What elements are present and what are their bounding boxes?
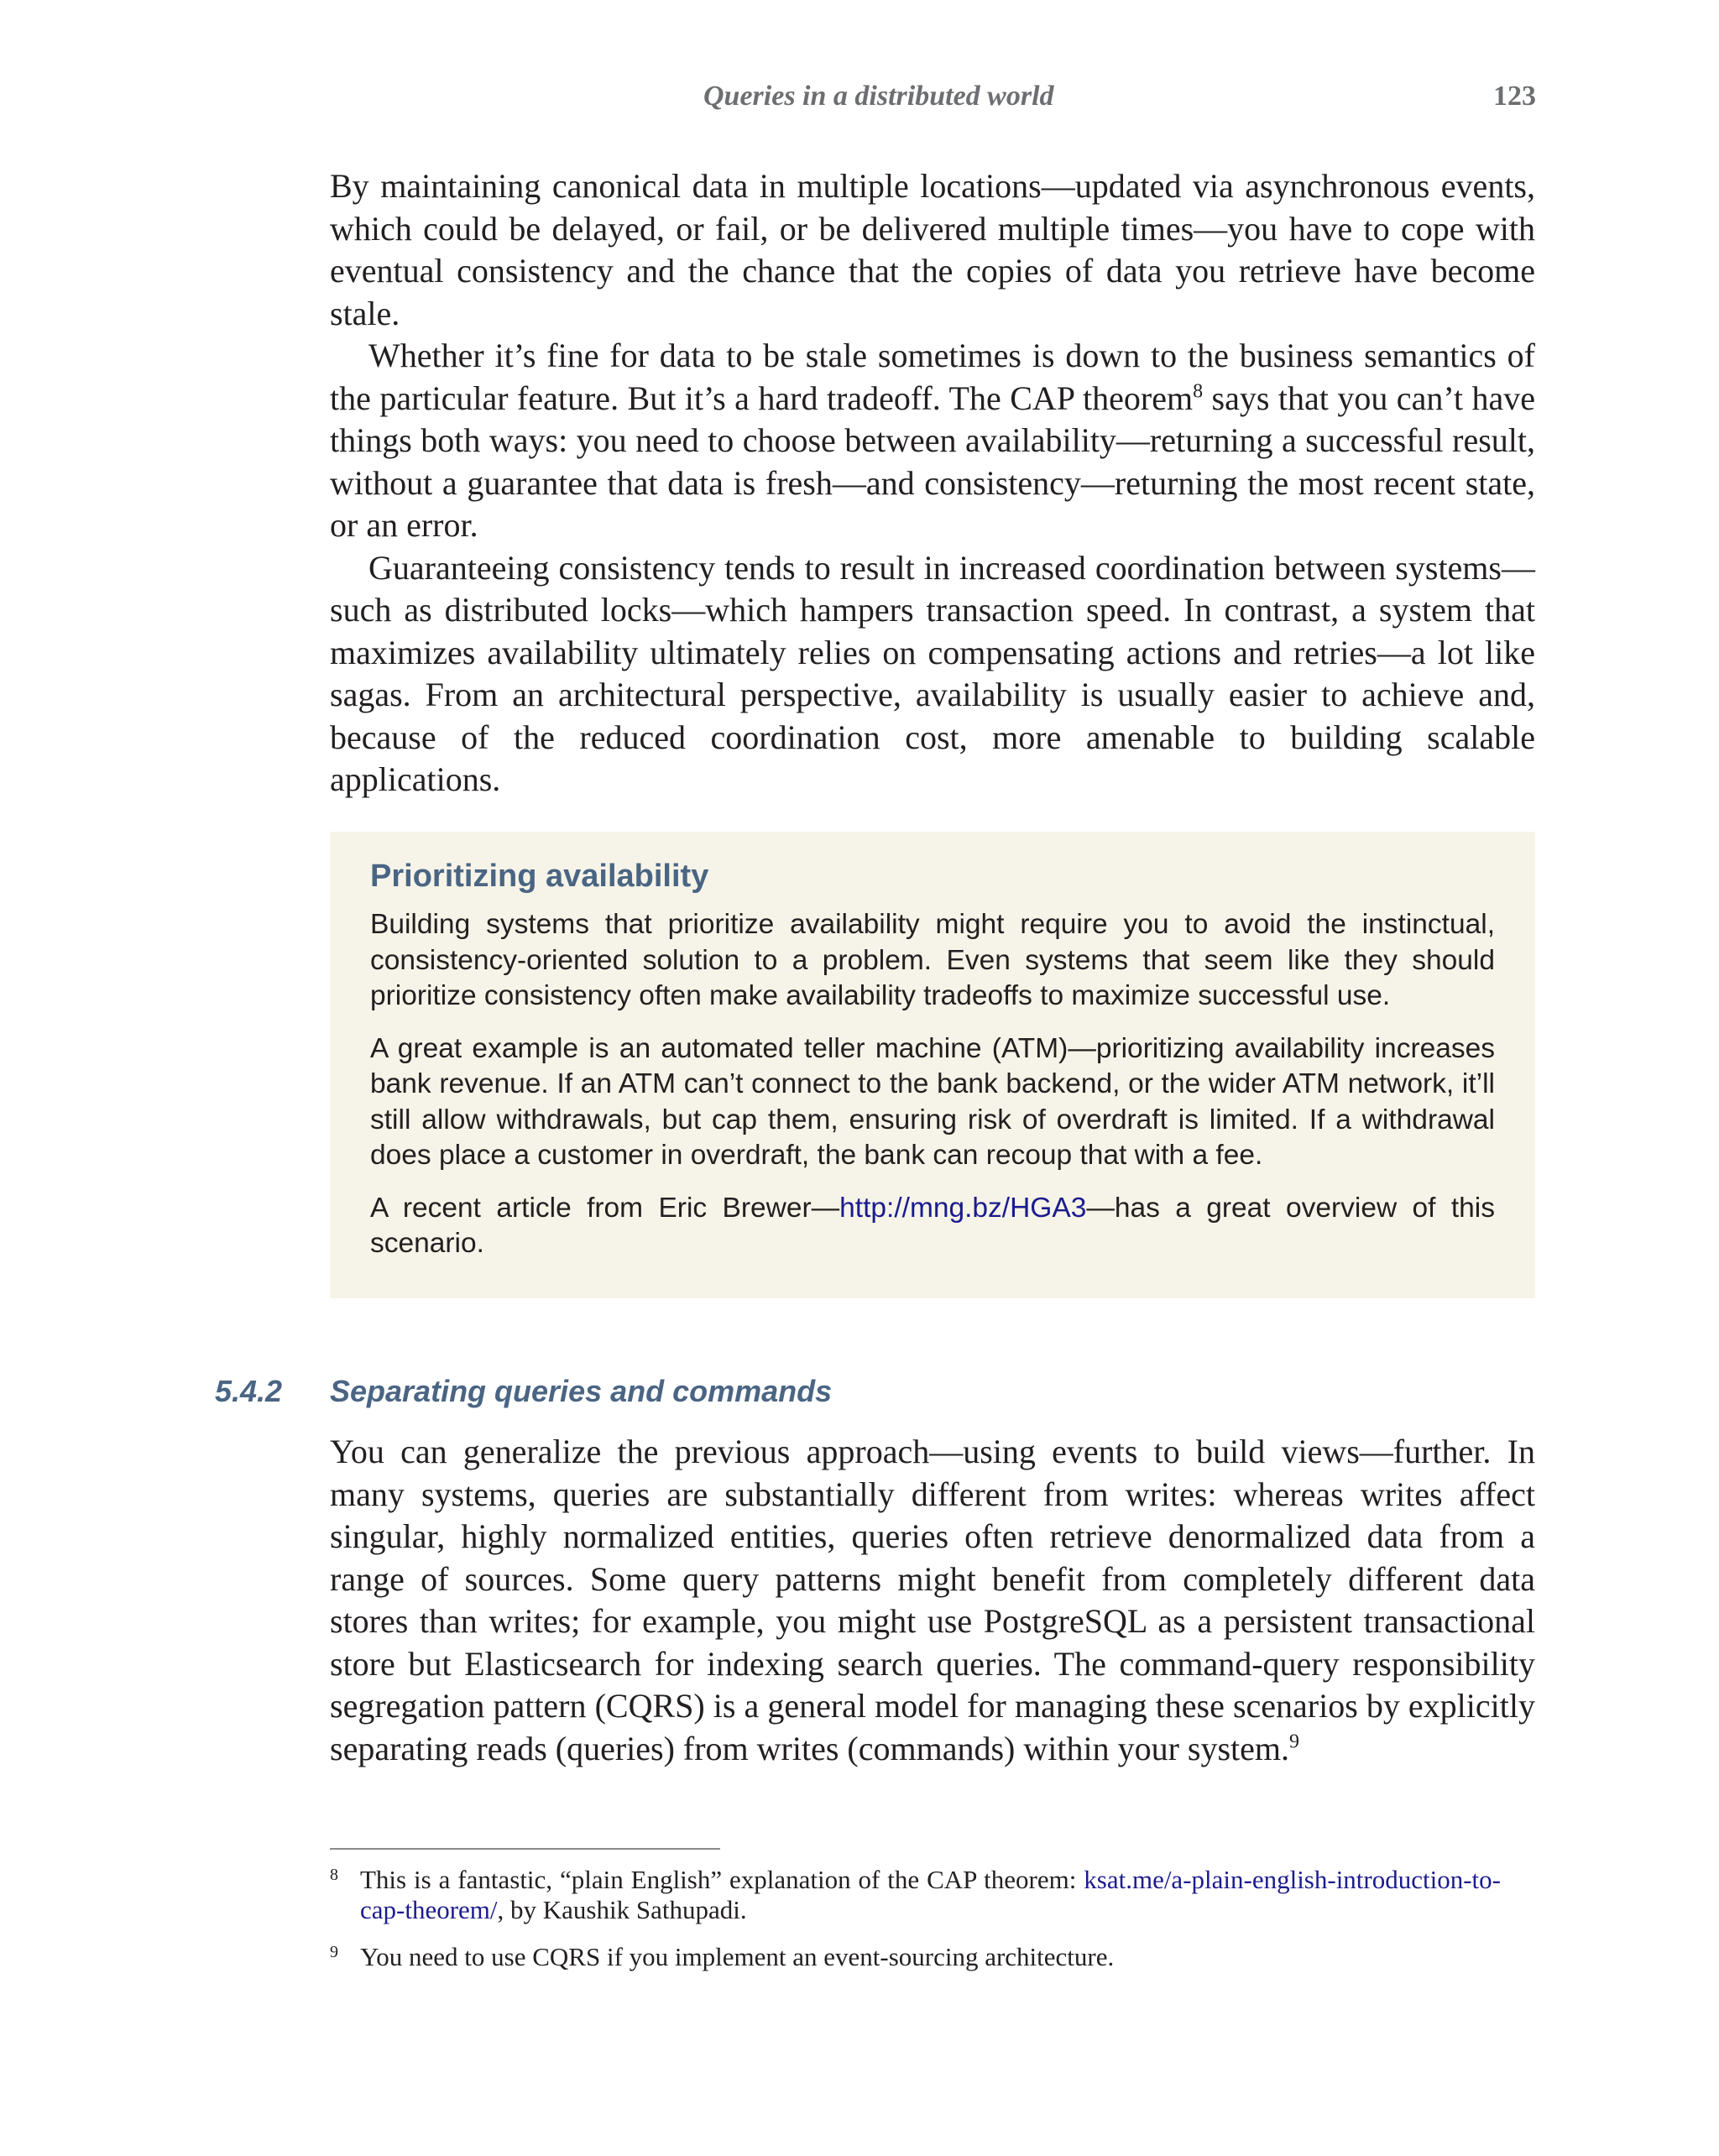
- footnote-9-mark: 9: [330, 1943, 338, 1961]
- paragraph-2: [330, 335, 1535, 547]
- body-text-intro: [330, 165, 1535, 801]
- cap-theorem-link[interactable]: ksat.me/a-plain-english-introduction-to-cap-theorem/: [360, 1865, 1501, 1924]
- section-paragraph-1: [330, 1431, 1535, 1770]
- footnote-ref-8[interactable]: 8: [1193, 380, 1204, 403]
- footnote-8-text-a: This is a fantastic, “plain English” explanation of the CAP theorem:: [360, 1865, 1084, 1894]
- footnotes: [330, 1865, 1501, 1989]
- footnote-9-text: You need to use CQRS if you implement an event-sourcing architecture.: [360, 1942, 1115, 1971]
- footnote-8-text-b: , by Kaushik Sathupadi.: [497, 1895, 747, 1924]
- paragraph-2-text-b: says that you can’t have things both ways: you need to choose between availability—returning a successful result, without a guarantee that data is fresh—and consistency—returning the most recent state, or an error.: [330, 378, 1536, 544]
- footnote-8: [330, 1865, 1501, 1925]
- sidebar-prioritizing-availability: [330, 832, 1535, 1298]
- footnote-ref-9[interactable]: 9: [1289, 1731, 1300, 1753]
- sidebar-paragraph-3-text-b: —has a great overview of this scenario.: [370, 1192, 1495, 1259]
- footnote-8-mark: 8: [330, 1866, 338, 1884]
- sidebar-title: Prioritizing availability: [370, 859, 709, 894]
- sidebar-paragraph-2: A great example is an automated teller machine (ATM)—prioritizing availability increases bank revenue. If an ATM can’t connect to the bank backend, or the wider ATM network, it’ll still allow withdrawals, but cap them, ensuring risk of overdraft is limited. If a withdrawal does place a customer in overdraft, the bank can recoup that with a fee.: [370, 1032, 1495, 1171]
- section-title: Separating queries and commands: [330, 1374, 833, 1408]
- section-number: 5.4.2: [215, 1374, 283, 1408]
- running-head-title: Queries in a distributed world: [703, 81, 1054, 112]
- page-number: 123: [1493, 81, 1536, 112]
- brewer-article-link[interactable]: http://mng.bz/HGA3: [839, 1192, 1087, 1224]
- paragraph-1: By maintaining canonical data in multiple locations—updated via asynchronous events, which could be delayed, or fail, or be delivered multiple times—you have to cope with eventual consistency and the chance that the copies of data you retrieve have become stale.: [330, 167, 1535, 332]
- footnote-divider: [330, 1848, 720, 1850]
- sidebar-paragraph-3: [370, 1191, 1495, 1262]
- sidebar-paragraph-1: Building systems that prioritize availability might require you to avoid the instinctual, consistency-oriented solution to a problem. Even systems that seem like they should prioritize consistency often make availability tradeoffs to maximize successful use.: [370, 909, 1495, 1011]
- section-paragraph-1-text: You can generalize the previous approach—using events to build views—further. In many systems, queries are substantially different from writes: whereas writes affect singular, highly normalized entities, queries often retrieve denormalized data from a range of sources. Some query patterns might benefit from completely different data stores than writes; for example, you might use PostgreSQL as a persistent transactional store but Elasticsearch for indexing search queries. The command-query responsibility segregation pattern (CQRS) is a general model for managing these scenarios by explicitly separating reads (queries) from writes (commands) within your system.: [330, 1433, 1535, 1767]
- footnote-9: [330, 1942, 1501, 1972]
- paragraph-3: Guaranteeing consistency tends to result in increased coordination between systems—such as distributed locks—which hampers transaction speed. In contrast, a system that maximizes availability ultimately relies on compensating actions and retries—a lot like sagas. From an architectural perspective, availability is usually easier to achieve and, because of the reduced coordination cost, more amenable to building scalable applications.: [330, 548, 1535, 798]
- sidebar-paragraph-3-text-a: A recent article from Eric Brewer—: [370, 1192, 840, 1224]
- paragraph-2-text-a: Whether it’s fine for data to be stale sometimes is down to the business semantics of the particular feature. But it’s a hard tradeoff. The CAP theorem: [330, 337, 1535, 417]
- body-text-section: [330, 1431, 1535, 1770]
